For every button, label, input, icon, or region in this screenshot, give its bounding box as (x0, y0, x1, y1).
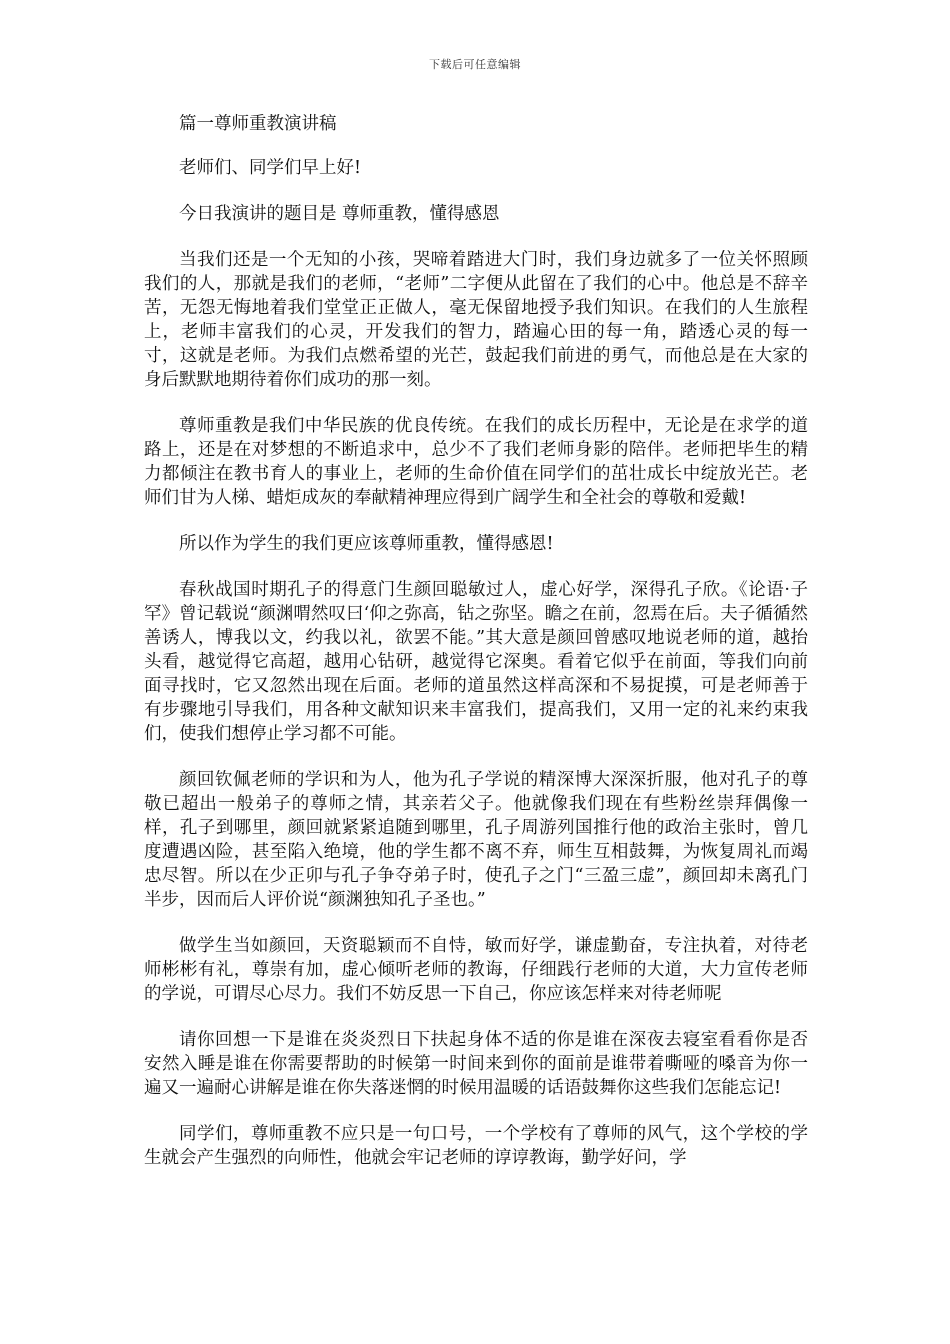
greeting-line: 老师们、同学们早上好! (179, 158, 362, 178)
page-header-note: 下载后可任意编辑 (429, 58, 521, 71)
paragraph: 所以作为学生的我们更应该尊师重教，懂得感恩! (179, 534, 554, 554)
document-title: 篇一尊师重教演讲稿 (179, 114, 337, 134)
paragraph: 春秋战国时期孔子的得意门生颜回聪敏过人，虚心好学，深得孔子欣。《论语·子罕》曾记载说“颜渊喟然叹曰‘仰之弥高，钻之弥坚。瞻之在前，忽焉在后。夫子循循然善诱人，博我以文，约我以礼，欲罢不能。”其大意是颜回曾感叹地说老师的道，越抬头看，越觉得它高超，越用心钻研，越觉得它深奥。看着它似乎在前面，等我们向前面寻找时，它又忽然出现在后面。老师的道虽然这样高深和不易捉摸，可是老师善于有步骤地引导我们，用各种文献知识来丰富我们，提高我们，又用一定的礼来约束我们，使我们想停止学习都不可能。 (144, 580, 808, 744)
paragraph: 同学们，尊师重教不应只是一句口号，一个学校有了尊师的风气，这个学校的学生就会产生强烈的向师性，他就会牢记老师的谆谆教诲，勤学好问，学 (144, 1124, 808, 1168)
paragraph: 尊师重教是我们中华民族的优良传统。在我们的成长历程中，无论是在求学的道路上，还是在对梦想的不断追求中，总少不了我们老师身影的陪伴。老师把毕生的精力都倾注在教书育人的事业上，老师的生命价值在同学们的茁壮成长中绽放光芒。老师们甘为人梯、蜡炬成灰的奉献精神理应得到广阔学生和全社会的尊敬和爱戴! (144, 416, 808, 508)
paragraph: 请你回想一下是谁在炎炎烈日下扶起身体不适的你是谁在深夜去寝室看看你是否安然入睡是谁在你需要帮助的时候第一时间来到你的面前是谁带着嘶哑的嗓音为你一遍又一遍耐心讲解是谁在你失落迷惘的时候用温暖的话语鼓舞你这些我们怎能忘记! (144, 1030, 808, 1098)
paragraph: 颜回钦佩老师的学识和为人，他为孔子学说的精深博大深深折服，他对孔子的尊敬已超出一般弟子的尊师之情，其亲若父子。他就像我们现在有些粉丝崇拜偶像一样，孔子到哪里，颜回就紧紧追随到哪里，孔子周游列国推行他的政治主张时，曾几度遭遇凶险，甚至陷入绝境，他的学生都不离不弃，师生互相鼓舞，为恢复周礼而竭忠尽智。所以在少正卯与孔子争夺弟子时，使孔子之门“三盈三虚”，颜回却未离孔门半步，因而后人评价说“颜渊独知孔子圣也。” (144, 770, 808, 910)
document-body (144, 112, 808, 1192)
paragraph: 做学生当如颜回，天资聪颖而不自恃，敏而好学，谦虚勤奋，专注执着，对待老师彬彬有礼，尊崇有加，虚心倾听老师的教诲，仔细践行老师的大道，大力宣传老师的学说，可谓尽心尽力。我们不妨反思一下自己，你应该怎样来对待老师呢 (144, 936, 808, 1004)
speech-topic: 今日我演讲的题目是 尊师重教，懂得感恩 (179, 204, 500, 224)
paragraph: 当我们还是一个无知的小孩，哭啼着踏进大门时，我们身边就多了一位关怀照顾我们的人，那就是我们的老师，“老师”二字便从此留在了我们的心中。他总是不辞辛苦，无怨无悔地着我们堂堂正正做人，毫无保留地授予我们知识。在我们的人生旅程上，老师丰富我们的心灵，开发我们的智力，踏遍心田的每一角，踏透心灵的每一寸，这就是老师。为我们点燃希望的光芒，鼓起我们前进的勇气，而他总是在大家的身后默默地期待着你们成功的那一刻。 (144, 250, 808, 390)
